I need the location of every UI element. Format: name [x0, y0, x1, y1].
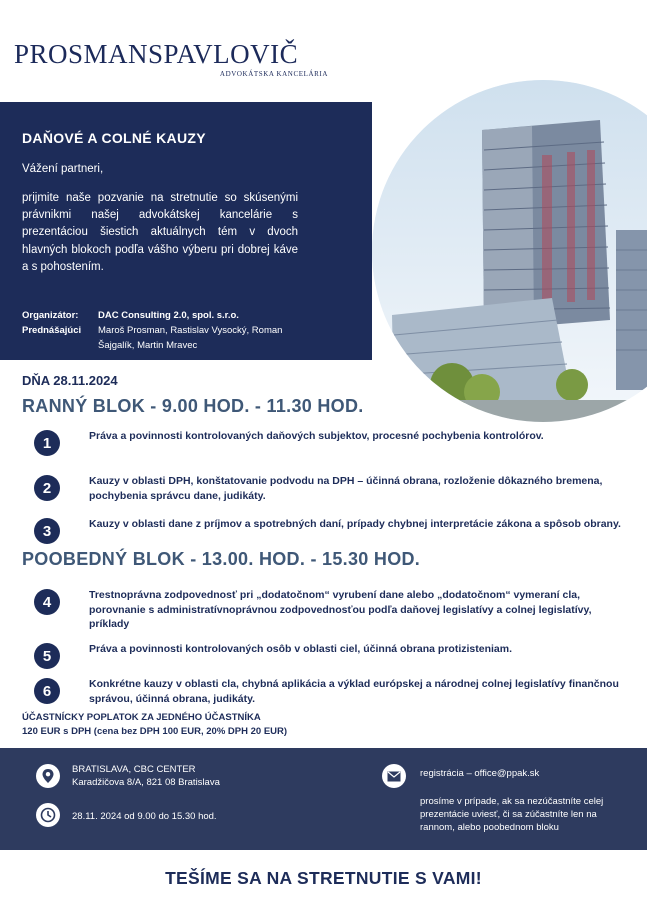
- item-number: 6: [34, 678, 60, 704]
- intro-panel: [0, 102, 372, 360]
- speakers-row: [22, 323, 318, 353]
- location-address: Karadžičova 8/A, 821 08 Bratislava: [72, 777, 220, 788]
- item-number: 4: [34, 589, 60, 615]
- registration-email[interactable]: registrácia – office@ppak.sk: [420, 768, 540, 779]
- logo-name: PROSMANSPAVLOVIČ: [14, 39, 299, 69]
- item-text: Kauzy v oblasti DPH, konštatovanie podvodu na DPH – účinná obrana, rozloženie dôkazného bremena, pochybenia správcu dane, judikáty.: [89, 475, 603, 502]
- organizer-value: DAC Consulting 2.0, spol. s.r.o.: [98, 310, 239, 321]
- info-band: [0, 748, 647, 850]
- fee-title: ÚČASTNÍCKY POPLATOK ZA JEDNÉHO ÚČASTNÍKA: [22, 712, 261, 723]
- clock-icon: [36, 803, 60, 827]
- location-name: BRATISLAVA, CBC CENTER: [72, 764, 196, 775]
- organizer-row: [22, 308, 318, 323]
- item-number: 1: [34, 430, 60, 456]
- item-number: 5: [34, 643, 60, 669]
- mail-icon: [382, 764, 406, 788]
- speakers-value: Maroš Prosman, Rastislav Vysocký, Roman Šajgalík, Martin Mravec: [98, 325, 283, 351]
- item-text: Práva a povinnosti kontrolovaných osôb v oblasti ciel, účinná obrana protizisteniam.: [89, 643, 513, 655]
- greeting: Vážení partneri,: [22, 163, 104, 175]
- event-meta: [22, 308, 318, 353]
- location: [72, 763, 220, 789]
- building-photo: [372, 80, 647, 422]
- item-number: 3: [34, 518, 60, 544]
- location-pin-icon: [36, 764, 60, 788]
- afternoon-block-heading: POOBEDNÝ BLOK - 13.00. HOD. - 15.30 HOD.: [22, 549, 421, 569]
- intro-title: DAŇOVÉ A COLNÉ KAUZY: [22, 130, 206, 146]
- closing-message: TEŠÍME SA NA STRETNUTIE S VAMI!: [165, 868, 482, 888]
- speakers-label: Prednášajúci: [22, 325, 82, 336]
- company-logo: [14, 39, 334, 78]
- event-time: 28.11. 2024 od 9.00 do 15.30 hod.: [72, 811, 217, 822]
- event-date: DŇA 28.11.2024: [22, 373, 118, 388]
- organizer-label: Organizátor:: [22, 310, 79, 321]
- fee-section: [22, 711, 287, 738]
- item-text: Kauzy v oblasti dane z príjmov a spotrebných daní, prípady chybnej interpretácie zákona a spôsob obrany.: [89, 518, 621, 530]
- intro-text: prijmite naše pozvanie na stretnutie so skúsenými právnikmi našej advokátskej kancelárie s prezentáciou šiestich aktuálnych tém v dvoch hlavných blokoch podľa vášho výberu pri dobrej káve a s pohostením.: [22, 192, 298, 273]
- logo-subtitle: ADVOKÁTSKA KANCELÁRIA: [219, 70, 328, 78]
- attendance-note: prosíme v prípade, ak sa nezúčastníte celej prezentácie uviesť, či sa zúčastníte len na rannom, alebo poobednom bloku: [420, 796, 604, 833]
- item-text: Trestnoprávna zodpovednosť pri „dodatočnom“ vyrubení dane alebo „dodatočnom“ vymeraní cla, porovnanie s administratívnoprávnou zodpovednosťou podľa daňovej legislatívy a colnej legislatívy, príklady: [89, 589, 592, 630]
- morning-block-heading: RANNÝ BLOK - 9.00 HOD. - 11.30 HOD.: [22, 396, 364, 416]
- item-text: Práva a povinnosti kontrolovaných daňových subjektov, procesné pochybenia kontrolórov.: [89, 430, 544, 442]
- fee-value: 120 EUR s DPH (cena bez DPH 100 EUR, 20% DPH 20 EUR): [22, 725, 288, 737]
- item-text: Konkrétne kauzy v oblasti cla, chybná aplikácia a výklad európskej a národnej colnej legislatívy finančnou správou, účinná obrana, judikáty.: [89, 678, 619, 705]
- item-number: 2: [34, 475, 60, 501]
